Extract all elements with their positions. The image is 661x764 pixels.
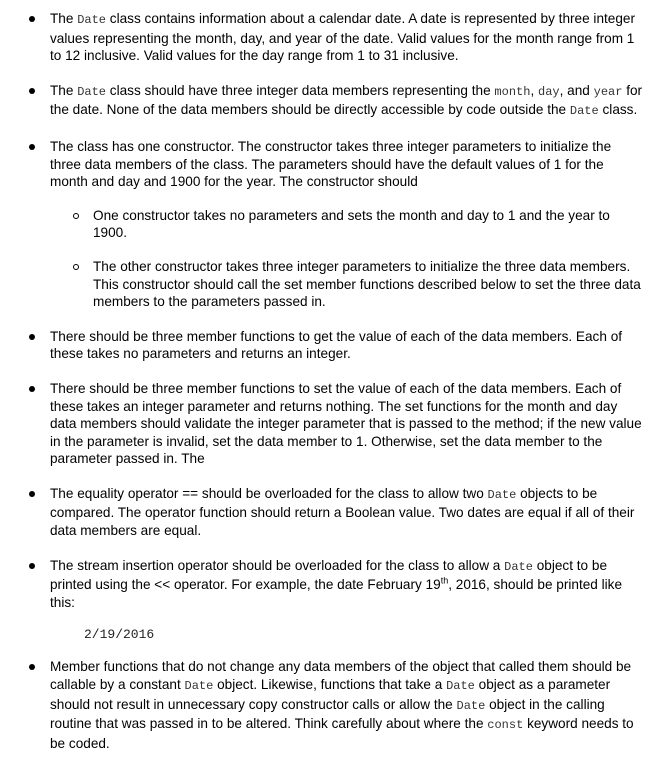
code-date: Date bbox=[184, 679, 214, 694]
text: The class has one constructor. The constructor takes three integer parameters to initialize the three data members of the class. The parameters should have the default values of 1 for the month and day and 1900 for the year. The constructor should bbox=[50, 138, 612, 190]
code-month: month bbox=[494, 84, 531, 99]
code-date: Date bbox=[446, 679, 475, 694]
code-const: const bbox=[487, 718, 524, 733]
code-date: Date bbox=[456, 698, 486, 713]
text: class. bbox=[598, 102, 638, 118]
bullet-icon bbox=[29, 16, 35, 22]
code-date: Date bbox=[487, 487, 517, 502]
text: object to be printed using the << operator. For example, the date February 19 bbox=[50, 557, 608, 593]
paragraph-data-members bbox=[0, 82, 661, 121]
text: The bbox=[50, 82, 78, 98]
text: The equality operator == should be overloaded for the class to allow two bbox=[50, 485, 488, 501]
bullet-icon bbox=[29, 491, 35, 497]
bullet-icon bbox=[29, 386, 35, 392]
code-day: day bbox=[538, 84, 560, 99]
sub-item-default-constructor bbox=[0, 207, 661, 242]
sub-item-param-constructor bbox=[0, 258, 661, 311]
text: keyword needs to be coded. bbox=[50, 716, 634, 751]
bullet-icon bbox=[29, 88, 35, 94]
code-example: 2/19/2016 bbox=[84, 627, 155, 643]
text: , 2016, should be printed like this: bbox=[50, 577, 623, 610]
code-date: Date bbox=[77, 84, 107, 99]
bullet-icon bbox=[29, 563, 35, 569]
paragraph-constructor bbox=[0, 138, 661, 191]
code-date: Date bbox=[504, 559, 533, 574]
text: object. Likewise, functions that take a bbox=[213, 677, 447, 693]
document-page bbox=[0, 10, 661, 752]
paragraph-getters bbox=[0, 328, 661, 363]
text: , and bbox=[559, 82, 594, 98]
text: object as a parameter should not result in unnecessary copy constructor calls or allow the bbox=[50, 677, 611, 712]
paragraph-stream-operator bbox=[0, 557, 661, 612]
text: objects to be compared. The operator function should return a Boolean value. Two dates are equal if all of their data members are equal. bbox=[50, 485, 635, 539]
text: The other constructor takes three integer parameters to initialize the three data members. This constructor should call the set member functions described below to set the three data members to the parameters passed in. bbox=[93, 258, 641, 310]
text: class should have three integer data members representing the bbox=[106, 82, 495, 98]
text: There should be three member functions to get the value of each of the data members. Each of these takes no parameters and returns an integer. bbox=[50, 328, 623, 362]
paragraph-equality-operator bbox=[0, 485, 661, 540]
text: , bbox=[530, 82, 538, 98]
text: The stream insertion operator should be overloaded for the class to allow a bbox=[50, 557, 505, 573]
code-date: Date bbox=[77, 13, 107, 27]
text: One constructor takes no parameters and sets the month and day to 1 and the year to 1900. bbox=[93, 207, 610, 241]
code-date: Date bbox=[569, 104, 599, 119]
text: The bbox=[50, 11, 78, 26]
text: object in the calling routine that was passed in to be altered. Think carefully about where the bbox=[50, 696, 605, 732]
bullet-icon bbox=[29, 144, 35, 150]
text: Member functions that do not change any data members of the object that called them should be callable by a constant bbox=[50, 659, 632, 693]
text: class contains information about a calendar date. A date is represented by three integer values representing the month, day, and year of the date. Valid values for the month range from 1 to 12 inclusive. Valid values for the day range from 1 to 31 inclusive. bbox=[50, 11, 635, 64]
text: for the date. None of the data members should be directly accessible by code outside the bbox=[50, 82, 643, 118]
hollow-bullet-icon bbox=[73, 264, 79, 270]
text: There should be three member functions to set the value of each of the data members. Each of these takes an integer parameter and returns nothing. The set functions for the month and day data members should validate the integer parameter that is passed to the method; if the new value in the parameter is invalid, set the data member to 1. Otherwise, set the data member to the parameter passed in. The bbox=[50, 380, 642, 467]
hollow-bullet-icon bbox=[73, 213, 79, 219]
code-year: year bbox=[593, 84, 623, 99]
bullet-icon bbox=[29, 664, 35, 670]
paragraph-date-class-info bbox=[0, 10, 661, 65]
paragraph-setters bbox=[0, 380, 661, 468]
superscript: th bbox=[440, 575, 449, 586]
bullet-icon bbox=[29, 334, 35, 340]
paragraph-const-functions bbox=[0, 658, 661, 752]
